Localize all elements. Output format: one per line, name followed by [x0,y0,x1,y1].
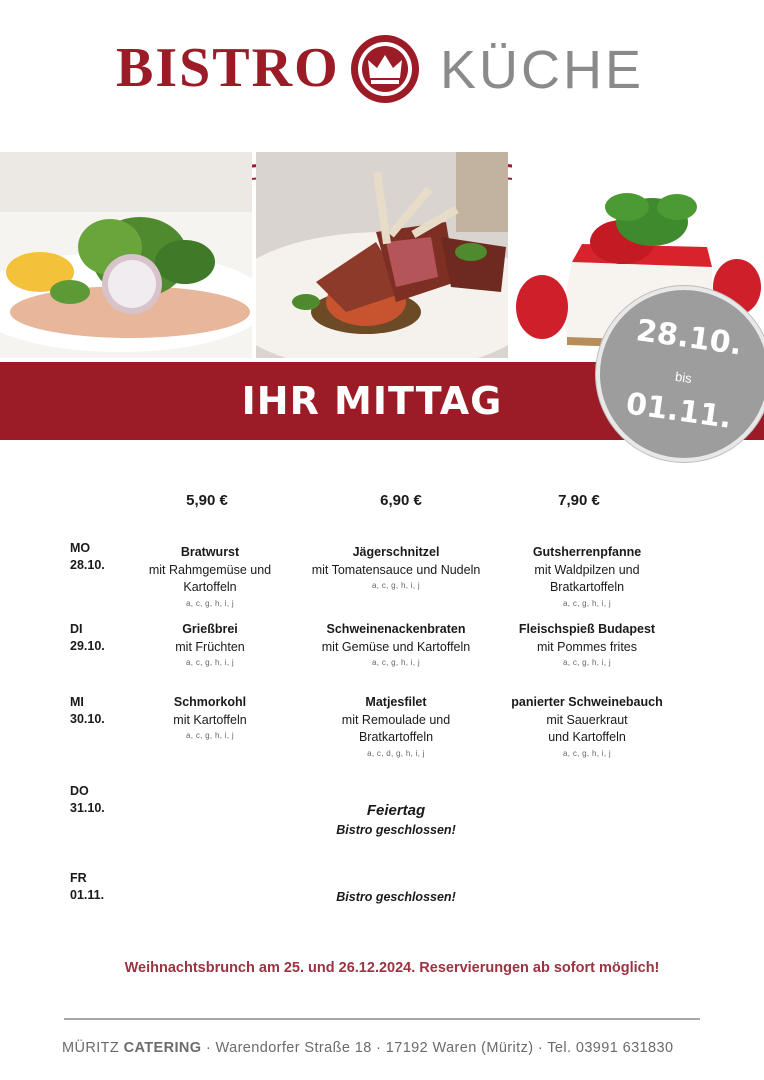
menu-item: Schweinenackenbraten mit Gemüse und Kartoffeln a, c, g, h, i, j [321,622,471,667]
price-column-3: 7,90 € [558,492,600,509]
footer-contact [62,1040,742,1056]
announcement: Weihnachtsbrunch am 25. und 26.12.2024. Reservierungen ab sofort möglich! [124,960,660,976]
menu-item: Grießbrei mit Früchten a, c, g, h, i, j [175,622,245,667]
date-to: 01.11. [623,386,734,436]
date-connector: bis [674,368,693,387]
menu-item: Fleischspieß Budapest mit Pommes frites a, c, g, h, i, j [518,622,656,667]
day-label-tuesday: DI 29.10. [70,622,105,653]
closed-note: Bistro geschlossen! [336,823,456,837]
closed-note: Bistro geschlossen! [336,890,456,904]
food-photo-salad [0,152,252,358]
day-label-monday: MO 28.10. [70,541,105,572]
logo-text-kueche: KÜCHE [440,40,645,100]
menu-item: Gutsherrenpfanne mit Waldpilzen und Bratkartoffeln a, c, g, h, i, j [532,545,642,608]
logo [0,30,764,110]
footer-address: · Warendorfer Straße 18 · 17192 Waren (Müritz) · Tel. 03991 631830 [201,1040,674,1056]
footer-brand-light: MÜRITZ [62,1040,120,1056]
day-label-thursday: DO 31.10. [70,784,105,815]
menu-item: panierter Schweinebauch mit Sauerkraut und Kartoffeln a, c, g, h, i, j [511,695,663,758]
holiday-title: Feiertag [366,802,426,819]
price-column-1: 5,90 € [186,492,228,509]
date-from: 28.10. [634,313,745,363]
logo-text-bistro: BISTRO [116,37,340,99]
menu-item: Bratwurst mit Rahmgemüse und Kartoffeln a, c, g, h, i, j [148,545,272,608]
day-label-wednesday: MI 30.10. [70,695,105,726]
page-title: IHR MITTAG [241,379,503,423]
menu-item: Jägerschnitzel mit Tomatensauce und Nudeln a, c, g, h, i, j [311,545,481,590]
footer-brand-bold: CATERING [123,1040,202,1056]
menu-item: Schmorkohl mit Kartoffeln a, c, g, h, i, j [173,695,247,740]
food-photo-lamb [256,152,508,358]
day-label-friday: FR 01.11. [70,871,105,902]
price-column-2: 6,90 € [380,492,422,509]
date-range-badge [596,286,764,462]
closed-notice [246,888,546,906]
menu-item: Matjesfilet mit Remoulade und Bratkartoffeln a, c, d, g, h, i, j [341,695,451,758]
holiday-notice [246,801,546,839]
crown-icon [348,32,422,106]
footer-divider [64,1018,700,1020]
